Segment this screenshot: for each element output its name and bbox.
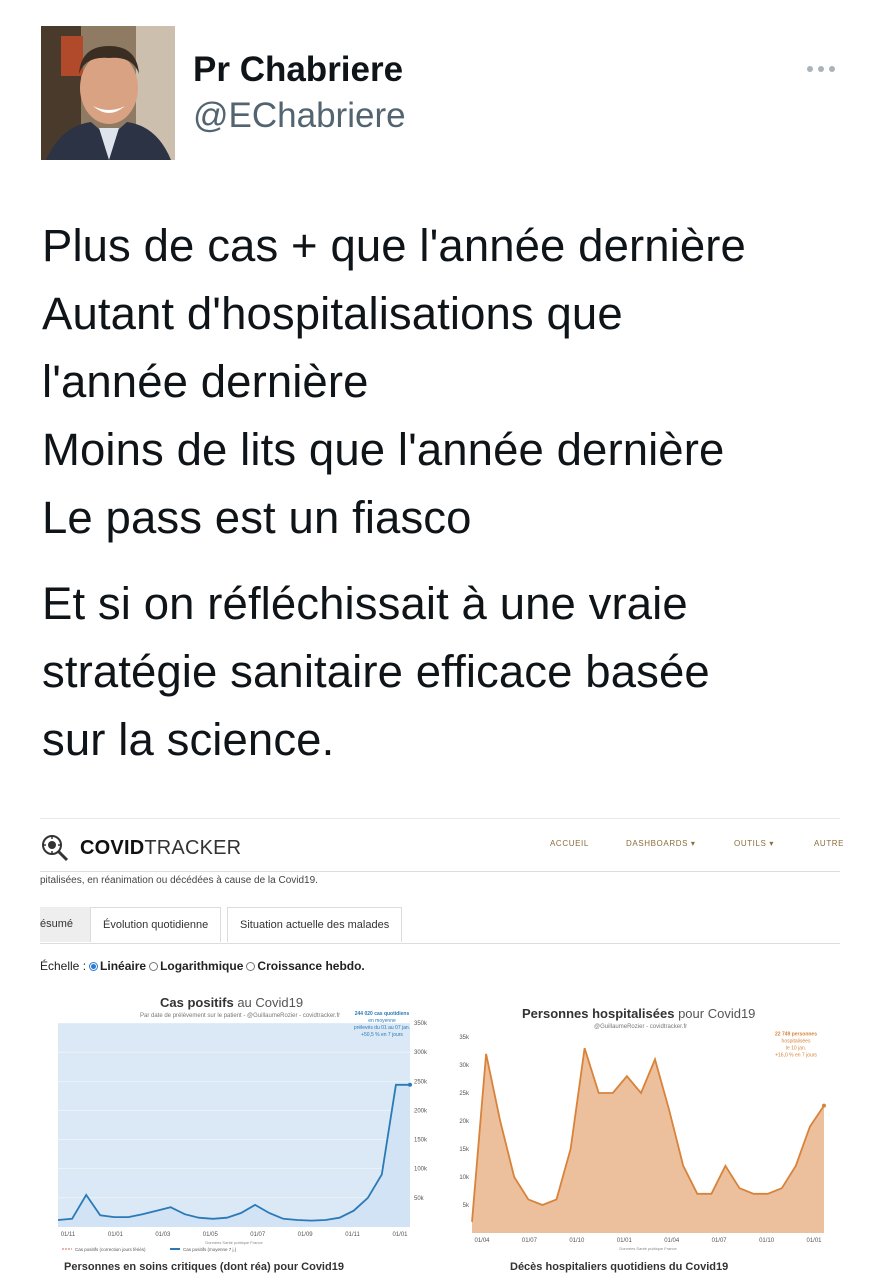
scale-option-croissance[interactable]: Croissance hebdo.: [257, 959, 365, 973]
page-subtitle: pitalisées, en réanimation ou décédées à cause de la Covid19.: [40, 875, 318, 886]
tweet-text-line: Et si on réfléchissait à une vraie: [42, 578, 688, 629]
y-tick-label: 25k: [459, 1091, 469, 1097]
y-tick-label: 350k: [414, 1021, 428, 1027]
tab-evolution-quotidienne[interactable]: Évolution quotidienne: [90, 907, 221, 942]
x-tick-label: 01/11: [345, 1232, 360, 1238]
covidtracker-header: [40, 819, 845, 872]
scale-option-logarithmique[interactable]: Logarithmique: [160, 959, 244, 973]
data-source: Données Santé publique France: [619, 1246, 677, 1251]
scale-selector: [40, 959, 365, 973]
scale-option-lineaire[interactable]: Linéaire: [100, 959, 147, 973]
y-tick-label: 200k: [414, 1108, 428, 1115]
tab-bar: [40, 907, 840, 944]
data-annotation: prélevés du 01 au 07 jan.: [353, 1024, 411, 1031]
tweet-text-line: Moins de lits que l'année dernière: [42, 424, 725, 475]
y-tick-label: 20k: [459, 1119, 469, 1125]
y-tick-label: 15k: [459, 1147, 469, 1153]
nav-outils[interactable]: OUTILS ▾: [734, 839, 774, 848]
avatar[interactable]: [41, 26, 175, 160]
tab-resume[interactable]: ésumé: [40, 907, 90, 942]
hosp-chart-subtitle: @GuillaumeRozier - covidtracker.fr: [594, 1024, 688, 1030]
radio-lineaire[interactable]: [89, 962, 98, 971]
tweet-text-line: Le pass est un fiasco: [42, 492, 472, 543]
deaths-chart-title: Décès hospitaliers quotidiens du Covid19: [510, 1261, 729, 1273]
scale-label: Échelle :: [40, 959, 87, 973]
tweet-text-line: Plus de cas + que l'année dernière: [42, 220, 746, 271]
x-tick-label: 01/01: [107, 1232, 123, 1238]
x-tick-label: 01/10: [759, 1238, 775, 1244]
y-tick-label: 250k: [414, 1079, 428, 1086]
plot-background: [58, 1023, 410, 1227]
legend-label: Cas positifs (moyenne 7 j.): [183, 1247, 237, 1252]
nav-dashboards[interactable]: DASHBOARDS ▾: [626, 839, 696, 848]
legend-label: Cas positifs (correction jours fériés): [75, 1247, 146, 1252]
hosp-chart: [448, 1029, 840, 1255]
nav-autre[interactable]: AUTRE: [814, 839, 845, 848]
data-annotation: +50,5 % en 7 jours: [361, 1031, 403, 1038]
x-tick-label: 01/07: [250, 1232, 266, 1238]
x-tick-label: 01/04: [474, 1238, 490, 1244]
data-annotation: 244 020 cas quotidiens: [354, 1010, 410, 1017]
y-tick-label: 300k: [414, 1050, 428, 1057]
cases-chart-title: Cas positifs au Covid19: [160, 995, 304, 1010]
y-tick-label: 30k: [459, 1063, 469, 1069]
cases-chart-subtitle: Par date de prélèvement sur le patient - @GuillaumeRozier - covidtracker.fr: [140, 1013, 341, 1019]
nav-accueil[interactable]: ACCUEIL: [550, 839, 589, 848]
tweet-media-image[interactable]: [40, 818, 845, 1273]
data-annotation: en moyenne: [368, 1017, 396, 1024]
tweet-text-line: stratégie sanitaire efficace basée: [42, 646, 710, 697]
radio-croissance[interactable]: [246, 962, 255, 971]
x-tick-label: 01/03: [155, 1232, 171, 1238]
tweet-text-line: l'année dernière: [42, 356, 369, 407]
y-tick-label: 50k: [414, 1195, 424, 1202]
data-annotation: +16,0 % en 7 jours: [775, 1052, 817, 1059]
x-tick-label: 01/11: [60, 1232, 76, 1238]
data-annotation: hospitalisées: [781, 1038, 811, 1045]
virus-magnifier-icon: [40, 833, 70, 863]
tweet-text-line: sur la science.: [42, 714, 335, 765]
y-tick-label: 10k: [459, 1175, 469, 1181]
author-name[interactable]: Pr Chabriere: [193, 50, 404, 89]
hosp-chart-title: Personnes hospitalisées pour Covid19: [522, 1006, 756, 1021]
data-point: [822, 1104, 826, 1108]
x-tick-label: 01/07: [521, 1238, 537, 1244]
y-tick-label: 5k: [462, 1203, 469, 1209]
tweet-text-line: Autant d'hospitalisations que: [42, 288, 623, 339]
x-tick-label: 01/01: [392, 1232, 408, 1238]
x-tick-label: 01/05: [202, 1232, 218, 1238]
x-tick-label: 01/10: [569, 1238, 585, 1244]
avatar-photo: [41, 26, 175, 160]
x-tick-label: 01/09: [297, 1232, 313, 1238]
y-tick-label: 35k: [459, 1035, 469, 1041]
radio-logarithmique[interactable]: [149, 962, 158, 971]
data-point: [408, 1083, 412, 1087]
y-tick-label: 150k: [414, 1137, 428, 1144]
tab-situation-actuelle[interactable]: Situation actuelle des malades: [227, 907, 402, 942]
more-options-icon[interactable]: [804, 60, 838, 78]
data-source: Données Santé publique France: [205, 1240, 263, 1245]
data-annotation: 22 749 personnes: [775, 1031, 817, 1038]
y-tick-label: 100k: [414, 1166, 428, 1173]
covidtracker-logo[interactable]: COVIDTRACKER: [80, 837, 242, 859]
critical-care-chart-title: Personnes en soins critiques (dont réa) pour Covid19: [64, 1261, 344, 1273]
x-tick-label: 01/04: [664, 1238, 680, 1244]
data-annotation: le 10 jan.: [785, 1045, 807, 1052]
x-tick-label: 01/01: [806, 1238, 822, 1244]
x-tick-label: 01/07: [711, 1238, 727, 1244]
x-tick-label: 01/01: [616, 1238, 632, 1244]
author-handle[interactable]: @EChabriere: [193, 96, 406, 135]
